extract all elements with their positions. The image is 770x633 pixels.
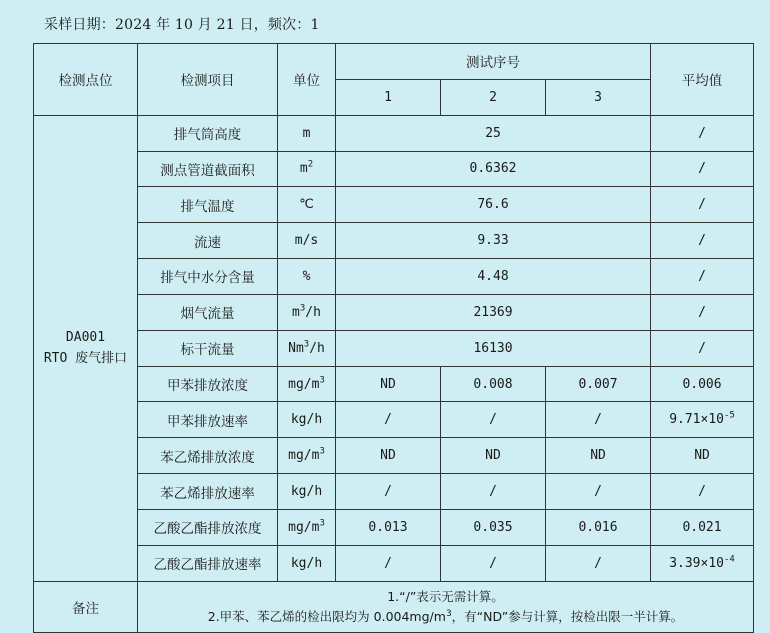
unit-cell: kg/h (278, 402, 336, 438)
average-cell: / (651, 151, 754, 187)
merged-value-cell: 16130 (336, 330, 651, 366)
header-seq-2: 2 (441, 79, 546, 115)
header-point: 检测点位 (34, 44, 138, 116)
average-cell: ND (651, 438, 754, 474)
value-3-cell: / (546, 474, 651, 510)
table-row (34, 366, 754, 402)
unit-cell: $m^3/h$ (278, 294, 336, 330)
table-row (34, 509, 754, 545)
table-row (34, 402, 754, 438)
table-row (34, 151, 754, 187)
item-cell: 乙酸乙酯排放速率 (138, 545, 278, 581)
average-cell: / (651, 294, 754, 330)
average-cell: / (651, 223, 754, 259)
note-line-1: 1.“/”表示无需计算。 (387, 588, 504, 604)
unit-cell: $m^2$ (278, 151, 336, 187)
header-row (34, 44, 754, 80)
unit-cell: kg/h (278, 545, 336, 581)
item-cell: 排气中水分含量 (138, 259, 278, 295)
item-cell: 苯乙烯排放速率 (138, 474, 278, 510)
unit-cell: $mg/m^3$ (278, 438, 336, 474)
monitoring-point-cell (34, 115, 138, 581)
value-2-cell: 0.008 (441, 366, 546, 402)
unit-cell: m/s (278, 223, 336, 259)
note-line-2: 2.甲苯、苯乙烯的检出限均为 $0.004mg/m^3$，有“ND”参与计算，按检出限一半计算。 (207, 608, 684, 624)
unit-cell: $mg/m^3$ (278, 366, 336, 402)
unit-cell: Nm$^3$/h (278, 330, 336, 366)
table-row (34, 187, 754, 223)
merged-value-cell: 9.33 (336, 223, 651, 259)
header-unit: 单位 (278, 44, 336, 116)
item-cell: 甲苯排放速率 (138, 402, 278, 438)
value-1-cell: / (336, 474, 441, 510)
header-seq-1: 1 (336, 79, 441, 115)
notes-label: 备注 (34, 581, 138, 632)
merged-value-cell: 76.6 (336, 187, 651, 223)
merged-value-cell: 25 (336, 115, 651, 151)
average-cell: $9.71\times 10^{-5}$ (651, 402, 754, 438)
value-3-cell: / (546, 402, 651, 438)
average-cell: / (651, 330, 754, 366)
average-cell: / (651, 115, 754, 151)
table-row (34, 438, 754, 474)
item-cell: 排气筒高度 (138, 115, 278, 151)
item-cell: 标干流量 (138, 330, 278, 366)
table-row (34, 474, 754, 510)
unit-cell: kg/h (278, 474, 336, 510)
notes-content (138, 581, 754, 632)
point-name: RTO 废气排口 (43, 351, 128, 367)
header-item: 检测项目 (138, 44, 278, 116)
header-test-seq: 测试序号 (336, 44, 651, 80)
merged-value-cell: 4.48 (336, 259, 651, 295)
value-1-cell: 0.013 (336, 509, 441, 545)
value-1-cell: / (336, 545, 441, 581)
value-3-cell: / (546, 545, 651, 581)
value-2-cell: / (441, 402, 546, 438)
item-cell: 苯乙烯排放浓度 (138, 438, 278, 474)
average-cell: $3.39\times 10^{-4}$ (651, 545, 754, 581)
average-cell: 0.006 (651, 366, 754, 402)
unit-cell: ℃ (278, 187, 336, 223)
monitoring-results-table (33, 43, 754, 633)
table-row (34, 545, 754, 581)
table-row (34, 115, 754, 151)
item-cell: 乙酸乙酯排放浓度 (138, 509, 278, 545)
value-1-cell: ND (336, 438, 441, 474)
value-3-cell: 0.016 (546, 509, 651, 545)
item-cell: 烟气流量 (138, 294, 278, 330)
header-seq-3: 3 (546, 79, 651, 115)
value-2-cell: ND (441, 438, 546, 474)
item-cell: 甲苯排放浓度 (138, 366, 278, 402)
value-2-cell: / (441, 545, 546, 581)
average-cell: / (651, 474, 754, 510)
notes-row (34, 581, 754, 632)
table-row (34, 330, 754, 366)
value-1-cell: / (336, 402, 441, 438)
value-1-cell: ND (336, 366, 441, 402)
average-cell: / (651, 259, 754, 295)
merged-value-cell: 0.6362 (336, 151, 651, 187)
sampling-date-line: 采样日期：2024 年 10 月 21 日，频次：1 (44, 17, 320, 33)
header-average: 平均值 (651, 44, 754, 116)
value-3-cell: 0.007 (546, 366, 651, 402)
value-2-cell: / (441, 474, 546, 510)
average-cell: 0.021 (651, 509, 754, 545)
item-cell: 排气温度 (138, 187, 278, 223)
average-cell: / (651, 187, 754, 223)
unit-cell: % (278, 259, 336, 295)
item-cell: 测点管道截面积 (138, 151, 278, 187)
unit-cell: $mg/m^3$ (278, 509, 336, 545)
table-row (34, 223, 754, 259)
value-2-cell: 0.035 (441, 509, 546, 545)
merged-value-cell: 21369 (336, 294, 651, 330)
item-cell: 流速 (138, 223, 278, 259)
point-code: DA001 (65, 330, 106, 346)
table-row (34, 259, 754, 295)
value-3-cell: ND (546, 438, 651, 474)
table-row (34, 294, 754, 330)
unit-cell: m (278, 115, 336, 151)
